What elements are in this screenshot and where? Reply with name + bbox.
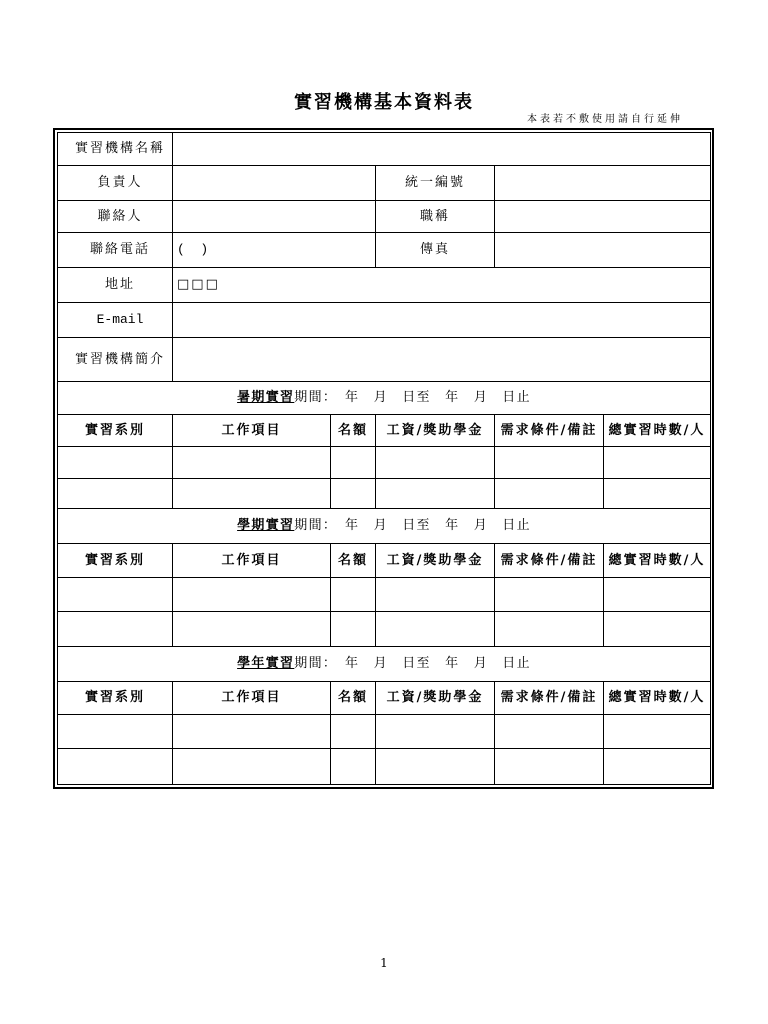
intro-value — [173, 338, 711, 382]
column-header-department: 實習系別 — [58, 415, 173, 447]
empty-cell — [331, 612, 376, 647]
empty-cell — [604, 612, 711, 647]
blank-entry-row — [58, 479, 711, 509]
tax-id-value — [495, 166, 711, 201]
empty-cell — [604, 749, 711, 785]
empty-cell — [331, 447, 376, 479]
empty-cell — [604, 447, 711, 479]
fax-label: 傳真 — [376, 233, 495, 268]
blank-entry-row — [58, 715, 711, 749]
job-title-label: 職稱 — [376, 201, 495, 233]
blank-entry-row — [58, 578, 711, 612]
empty-cell — [604, 578, 711, 612]
tax-id-label: 統一編號 — [376, 166, 495, 201]
period-range-text: 期間： 年 月 日至 年 月 日止 — [294, 518, 531, 533]
head-label: 負責人 — [58, 166, 173, 201]
empty-cell — [58, 447, 173, 479]
summer-period-cell — [58, 382, 711, 415]
institution-info-table — [57, 132, 711, 785]
contact-value — [173, 201, 376, 233]
column-header-work-item: 工作項目 — [173, 544, 331, 578]
empty-cell — [331, 479, 376, 509]
empty-cell — [376, 612, 495, 647]
email-label: E-mail — [58, 303, 173, 338]
org-name-value — [173, 133, 711, 166]
column-header-salary: 工資/獎助學金 — [376, 415, 495, 447]
email-row — [58, 303, 711, 338]
org-name-label: 實習機構名稱 — [58, 133, 173, 166]
column-header-row — [58, 544, 711, 578]
empty-cell — [604, 479, 711, 509]
head-value — [173, 166, 376, 201]
empty-cell — [376, 749, 495, 785]
period-range-text: 期間： 年 月 日至 年 月 日止 — [294, 656, 531, 671]
phone-label: 聯絡電話 — [58, 233, 173, 268]
blank-entry-row — [58, 612, 711, 647]
intro-row — [58, 338, 711, 382]
semester-period-row — [58, 509, 711, 544]
column-header-department: 實習系別 — [58, 544, 173, 578]
contact-label: 聯絡人 — [58, 201, 173, 233]
empty-cell — [58, 715, 173, 749]
period-range-text: 期間： 年 月 日至 年 月 日止 — [294, 390, 531, 405]
empty-cell — [376, 479, 495, 509]
address-row — [58, 268, 711, 303]
column-header-salary: 工資/獎助學金 — [376, 544, 495, 578]
address-label: 地址 — [58, 268, 173, 303]
column-header-requirements: 需求條件/備註 — [495, 682, 604, 715]
empty-cell — [173, 479, 331, 509]
empty-cell — [376, 447, 495, 479]
column-header-row — [58, 682, 711, 715]
page-number: 1 — [380, 956, 388, 970]
empty-cell — [495, 749, 604, 785]
year-period-row — [58, 647, 711, 682]
column-header-quota: 名額 — [331, 415, 376, 447]
period-type-label: 暑期實習 — [237, 390, 295, 405]
email-value — [173, 303, 711, 338]
job-title-value — [495, 201, 711, 233]
address-value: □□□ — [173, 268, 711, 303]
head-row — [58, 166, 711, 201]
empty-cell — [495, 715, 604, 749]
empty-cell — [58, 749, 173, 785]
phone-value: ( ) — [173, 233, 376, 268]
column-header-requirements: 需求條件/備註 — [495, 544, 604, 578]
column-header-quota: 名額 — [331, 682, 376, 715]
empty-cell — [376, 578, 495, 612]
empty-cell — [173, 578, 331, 612]
summer-period-row — [58, 382, 711, 415]
contact-row — [58, 201, 711, 233]
period-type-label: 學年實習 — [237, 656, 295, 671]
empty-cell — [173, 447, 331, 479]
empty-cell — [173, 715, 331, 749]
year-period-cell — [58, 647, 711, 682]
column-header-quota: 名額 — [331, 544, 376, 578]
blank-entry-row — [58, 749, 711, 785]
empty-cell — [331, 749, 376, 785]
form-frame — [53, 128, 714, 789]
empty-cell — [376, 715, 495, 749]
empty-cell — [331, 715, 376, 749]
column-header-row — [58, 415, 711, 447]
column-header-total-hours: 總實習時數/人 — [604, 415, 711, 447]
intro-label: 實習機構簡介 — [58, 338, 173, 382]
column-header-total-hours: 總實習時數/人 — [604, 682, 711, 715]
empty-cell — [58, 612, 173, 647]
semester-period-cell — [58, 509, 711, 544]
empty-cell — [495, 578, 604, 612]
empty-cell — [495, 612, 604, 647]
column-header-work-item: 工作項目 — [173, 682, 331, 715]
column-header-work-item: 工作項目 — [173, 415, 331, 447]
empty-cell — [58, 578, 173, 612]
column-header-requirements: 需求條件/備註 — [495, 415, 604, 447]
period-type-label: 學期實習 — [237, 518, 295, 533]
empty-cell — [331, 578, 376, 612]
blank-entry-row — [58, 447, 711, 479]
column-header-salary: 工資/獎助學金 — [376, 682, 495, 715]
empty-cell — [495, 479, 604, 509]
phone-row — [58, 233, 711, 268]
empty-cell — [604, 715, 711, 749]
page-title: 實習機構基本資料表 — [294, 92, 474, 113]
empty-cell — [58, 479, 173, 509]
column-header-total-hours: 總實習時數/人 — [604, 544, 711, 578]
column-header-department: 實習系別 — [58, 682, 173, 715]
fax-value — [495, 233, 711, 268]
org-name-row — [58, 133, 711, 166]
extension-note: 本表若不敷使用請自行延伸 — [527, 114, 683, 125]
empty-cell — [495, 447, 604, 479]
empty-cell — [173, 749, 331, 785]
empty-cell — [173, 612, 331, 647]
